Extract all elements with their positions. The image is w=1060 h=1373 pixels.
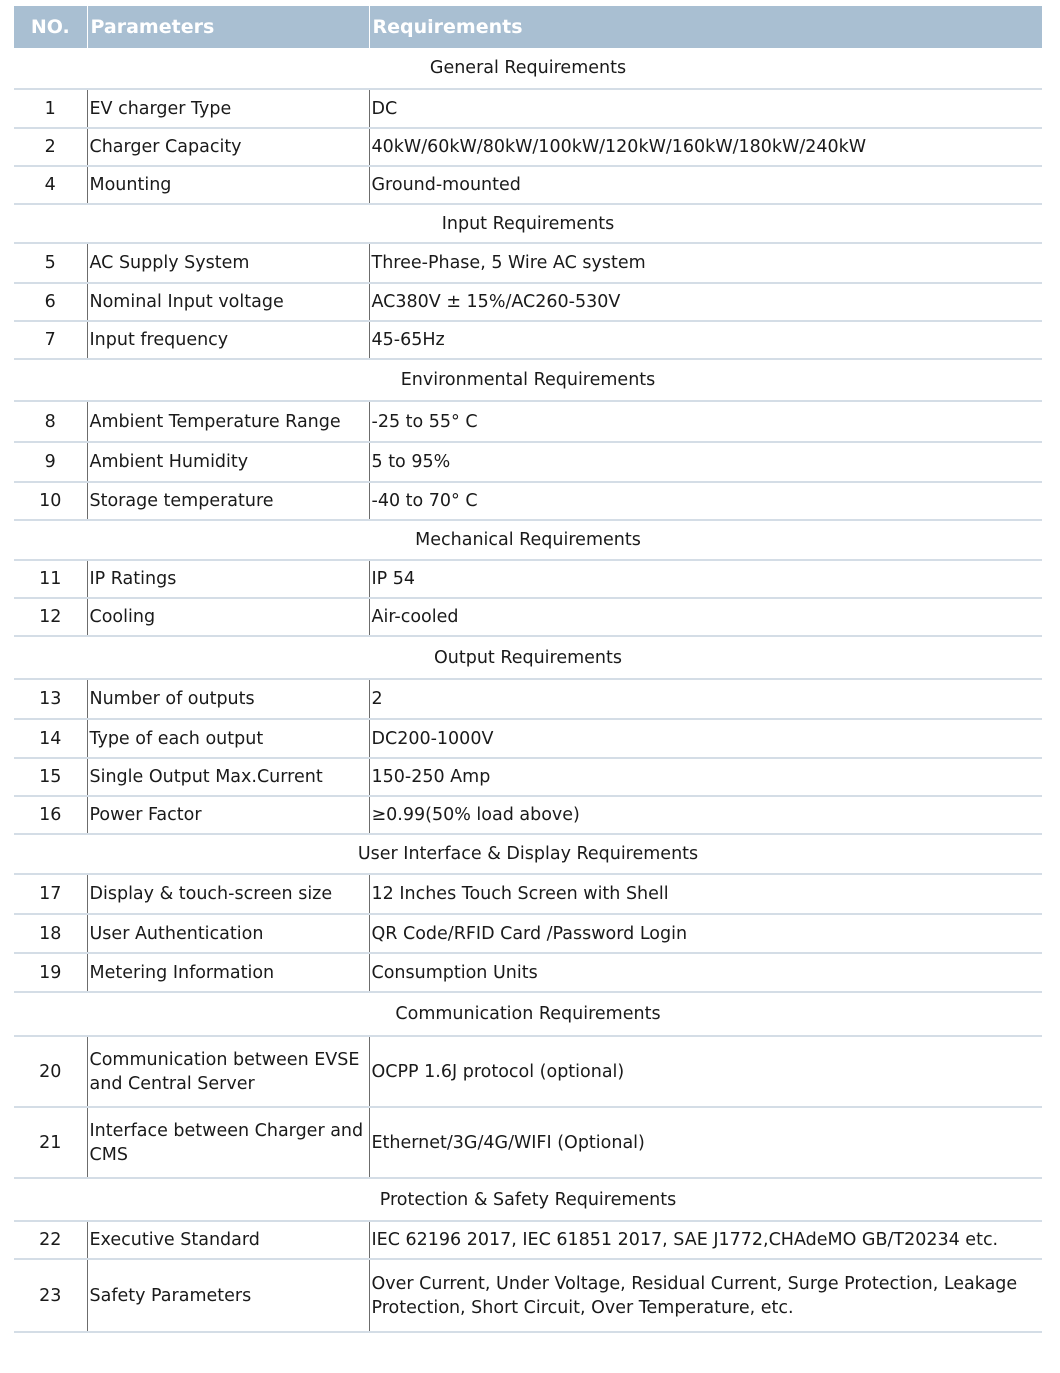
- row-number: 17: [14, 874, 87, 914]
- section-row: [14, 520, 1042, 560]
- section-title: Environmental Requirements: [14, 359, 1042, 401]
- row-parameter: Input frequency: [87, 321, 369, 359]
- row-number: 18: [14, 914, 87, 953]
- section-row: [14, 204, 1042, 243]
- row-requirement: OCPP 1.6J protocol (optional): [369, 1036, 1042, 1107]
- table-row: [14, 679, 1042, 719]
- row-number: 2: [14, 128, 87, 166]
- table-row: [14, 401, 1042, 442]
- row-parameter: AC Supply System: [87, 243, 369, 283]
- table-row: [14, 243, 1042, 283]
- row-requirement: -25 to 55° C: [369, 401, 1042, 442]
- section-title: Protection & Safety Requirements: [14, 1178, 1042, 1221]
- table-row: [14, 89, 1042, 128]
- row-parameter: Metering Information: [87, 953, 369, 992]
- row-requirement: ≥0.99(50% load above): [369, 796, 1042, 834]
- section-row: [14, 834, 1042, 874]
- row-number: 11: [14, 560, 87, 598]
- table-row: [14, 953, 1042, 992]
- section-title: General Requirements: [14, 48, 1042, 89]
- row-requirement: 5 to 95%: [369, 442, 1042, 482]
- row-requirement: 40kW/60kW/80kW/100kW/120kW/160kW/180kW/240kW: [369, 128, 1042, 166]
- table-row: [14, 442, 1042, 482]
- table-row: [14, 914, 1042, 953]
- row-requirement: IEC 62196 2017, IEC 61851 2017, SAE J1772,CHAdeMO GB/T20234 etc.: [369, 1221, 1042, 1259]
- row-parameter: Ambient Humidity: [87, 442, 369, 482]
- section-row: [14, 636, 1042, 679]
- row-number: 15: [14, 758, 87, 796]
- row-parameter: Nominal Input voltage: [87, 283, 369, 321]
- table-row: [14, 321, 1042, 359]
- header-requirements: Requirements: [369, 6, 1042, 48]
- row-requirement: Three-Phase, 5 Wire AC system: [369, 243, 1042, 283]
- row-parameter: Display & touch-screen size: [87, 874, 369, 914]
- row-number: 6: [14, 283, 87, 321]
- table-row: [14, 874, 1042, 914]
- row-parameter: Interface between Charger and CMS: [87, 1107, 369, 1178]
- row-parameter: Ambient Temperature Range: [87, 401, 369, 442]
- row-requirement: IP 54: [369, 560, 1042, 598]
- row-requirement: DC200-1000V: [369, 719, 1042, 758]
- row-number: 19: [14, 953, 87, 992]
- row-requirement: 45-65Hz: [369, 321, 1042, 359]
- table-row: [14, 166, 1042, 204]
- table-row: [14, 1259, 1042, 1332]
- row-number: 23: [14, 1259, 87, 1332]
- table-row: [14, 1107, 1042, 1178]
- row-parameter: Cooling: [87, 598, 369, 636]
- header-row: [14, 6, 1042, 48]
- table-row: [14, 598, 1042, 636]
- row-parameter: User Authentication: [87, 914, 369, 953]
- section-title: Communication Requirements: [14, 992, 1042, 1036]
- row-parameter: Number of outputs: [87, 679, 369, 719]
- row-requirement: Air-cooled: [369, 598, 1042, 636]
- table-row: [14, 758, 1042, 796]
- row-number: 5: [14, 243, 87, 283]
- section-title: Output Requirements: [14, 636, 1042, 679]
- section-title: Mechanical Requirements: [14, 520, 1042, 560]
- table-row: [14, 796, 1042, 834]
- table-row: [14, 128, 1042, 166]
- table-row: [14, 719, 1042, 758]
- header-parameters: Parameters: [87, 6, 369, 48]
- header-no: NO.: [14, 6, 87, 48]
- row-number: 9: [14, 442, 87, 482]
- table-header: [14, 6, 1042, 48]
- row-number: 20: [14, 1036, 87, 1107]
- row-requirement: Over Current, Under Voltage, Residual Current, Surge Protection, Leakage Protection, Short Circuit, Over Temperature, etc.: [369, 1259, 1042, 1332]
- row-requirement: Ethernet/3G/4G/WIFI (Optional): [369, 1107, 1042, 1178]
- section-row: [14, 992, 1042, 1036]
- row-number: 12: [14, 598, 87, 636]
- table-row: [14, 560, 1042, 598]
- row-number: 1: [14, 89, 87, 128]
- section-row: [14, 48, 1042, 89]
- row-number: 22: [14, 1221, 87, 1259]
- row-number: 10: [14, 482, 87, 520]
- row-parameter: Charger Capacity: [87, 128, 369, 166]
- row-parameter: Type of each output: [87, 719, 369, 758]
- row-number: 8: [14, 401, 87, 442]
- row-requirement: Consumption Units: [369, 953, 1042, 992]
- spec-table: [14, 6, 1042, 1333]
- table-body: [14, 48, 1042, 1332]
- row-requirement: QR Code/RFID Card /Password Login: [369, 914, 1042, 953]
- row-number: 13: [14, 679, 87, 719]
- row-parameter: Executive Standard: [87, 1221, 369, 1259]
- row-requirement: -40 to 70° C: [369, 482, 1042, 520]
- row-parameter: Storage temperature: [87, 482, 369, 520]
- table-row: [14, 482, 1042, 520]
- section-row: [14, 1178, 1042, 1221]
- row-number: 14: [14, 719, 87, 758]
- row-parameter: EV charger Type: [87, 89, 369, 128]
- row-parameter: IP Ratings: [87, 560, 369, 598]
- row-parameter: Safety Parameters: [87, 1259, 369, 1332]
- section-row: [14, 359, 1042, 401]
- section-title: User Interface & Display Requirements: [14, 834, 1042, 874]
- row-requirement: AC380V ± 15%/AC260-530V: [369, 283, 1042, 321]
- row-number: 4: [14, 166, 87, 204]
- row-number: 16: [14, 796, 87, 834]
- row-requirement: 2: [369, 679, 1042, 719]
- row-requirement: 150-250 Amp: [369, 758, 1042, 796]
- row-parameter: Power Factor: [87, 796, 369, 834]
- row-requirement: 12 Inches Touch Screen with Shell: [369, 874, 1042, 914]
- row-requirement: Ground-mounted: [369, 166, 1042, 204]
- table-row: [14, 1221, 1042, 1259]
- row-parameter: Single Output Max.Current: [87, 758, 369, 796]
- table-row: [14, 1036, 1042, 1107]
- row-number: 21: [14, 1107, 87, 1178]
- row-parameter: Mounting: [87, 166, 369, 204]
- row-parameter: Communication between EVSE and Central Server: [87, 1036, 369, 1107]
- table-row: [14, 283, 1042, 321]
- section-title: Input Requirements: [14, 204, 1042, 243]
- row-requirement: DC: [369, 89, 1042, 128]
- row-number: 7: [14, 321, 87, 359]
